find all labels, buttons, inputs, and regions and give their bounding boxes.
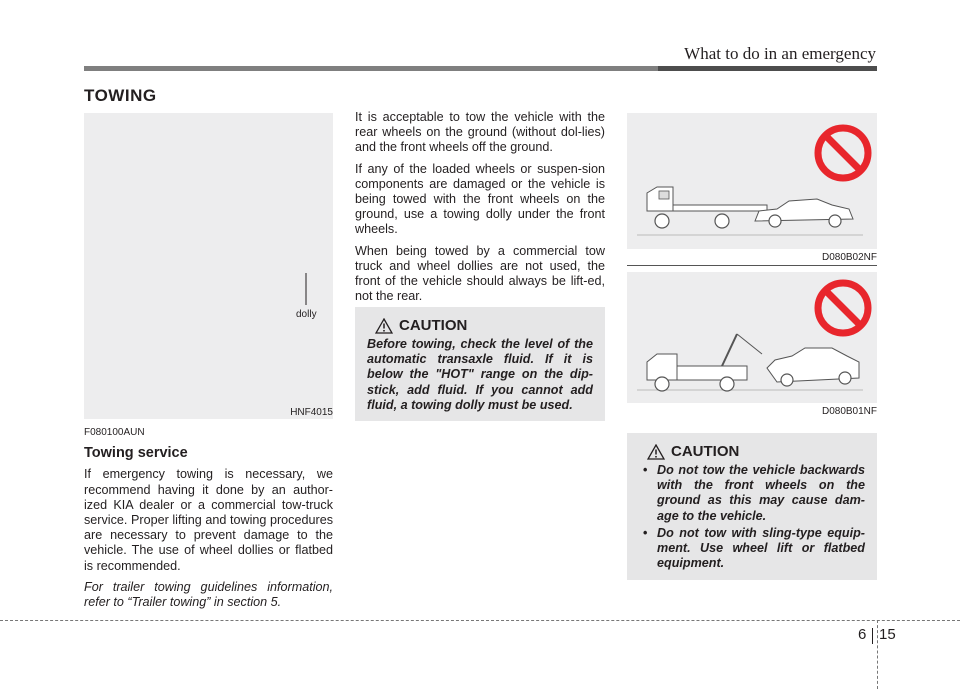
- page-number: 15: [879, 626, 896, 643]
- towing-service-column: [84, 425, 333, 616]
- figure-divider: [627, 265, 877, 266]
- paragraph: If any of the loaded wheels or suspen-sion components are damaged or the vehicle is being towed with the front wheels on the ground, use a towing dolly under the front wheels.: [355, 161, 605, 237]
- dolly-illustration: [84, 113, 333, 419]
- wrecker-truck-icon: [647, 334, 762, 391]
- reference-code: F080100AUN: [84, 427, 145, 438]
- flatbed-tow-illustration: [627, 113, 877, 249]
- tow-figure-flatbed: [627, 113, 877, 249]
- caution-header: [375, 317, 593, 334]
- figure-code: D080B01NF: [821, 406, 877, 417]
- caution-title: CAUTION: [399, 317, 468, 334]
- paragraph-reference: For trailer towing guidelines information, refer to “Trailer towing” in section 5.: [84, 579, 333, 610]
- paragraph: When being towed by a commercial tow truck and wheel dollies are not used, the front of the vehicle should always be lift-ed, not the rear.: [355, 243, 605, 304]
- caution-header: [647, 443, 865, 460]
- wrecker-tow-illustration: [627, 272, 877, 403]
- chapter-number: 6: [858, 626, 867, 643]
- page-separator: [872, 628, 873, 644]
- warning-triangle-icon: [647, 444, 665, 460]
- prohibited-icon: [818, 283, 868, 333]
- car-icon: [755, 199, 853, 227]
- running-header: What to do in an emergency: [684, 44, 876, 63]
- caution-box-fluid: [355, 307, 605, 421]
- towing-text-column: [355, 110, 605, 310]
- header-rule-accent: [658, 66, 877, 71]
- dolly-callout-label: dolly: [296, 309, 317, 320]
- caution-title: CAUTION: [671, 443, 740, 460]
- caution-box-towing: [627, 433, 877, 580]
- caution-item: • Do not tow the vehicle backwards with the front wheels on the ground as this may cause dam-age to the vehicle.: [643, 463, 865, 523]
- car-icon: [767, 348, 859, 386]
- footer-crop-line: [877, 620, 878, 689]
- paragraph: It is acceptable to tow the vehicle with the rear wheels on the ground (without dol-lies) and the front wheels off the ground.: [355, 110, 605, 155]
- tow-figure-wrecker: [627, 272, 877, 403]
- warning-triangle-icon: [375, 318, 393, 334]
- tow-truck-icon: [647, 187, 777, 228]
- prohibited-icon: [818, 128, 868, 178]
- caution-item: • Do not tow with sling-type equip-ment. Use wheel lift or flatbed equipment.: [643, 525, 865, 571]
- dolly-figure: [84, 113, 333, 419]
- figure-code: D080B02NF: [821, 252, 877, 263]
- caution-text: Before towing, check the level of the automatic transaxle fluid. If it is below the "HOT" range on the dip-stick, add fluid. If you cannot add fluid, a towing dolly must be used.: [367, 337, 593, 412]
- figure-code: HNF4015: [290, 407, 333, 418]
- footer-rule: [0, 620, 960, 621]
- section-title: TOWING: [84, 86, 157, 105]
- paragraph: If emergency towing is necessary, we recommend having it done by an author-ized KIA dealer or a commercial tow-truck service. Proper lifting and towing procedures are necessary to prevent damage to the vehicle. The use of wheel dollies or flatbed is recommended.: [84, 467, 333, 573]
- caution-list: [639, 463, 865, 571]
- subsection-title: Towing service: [84, 445, 188, 462]
